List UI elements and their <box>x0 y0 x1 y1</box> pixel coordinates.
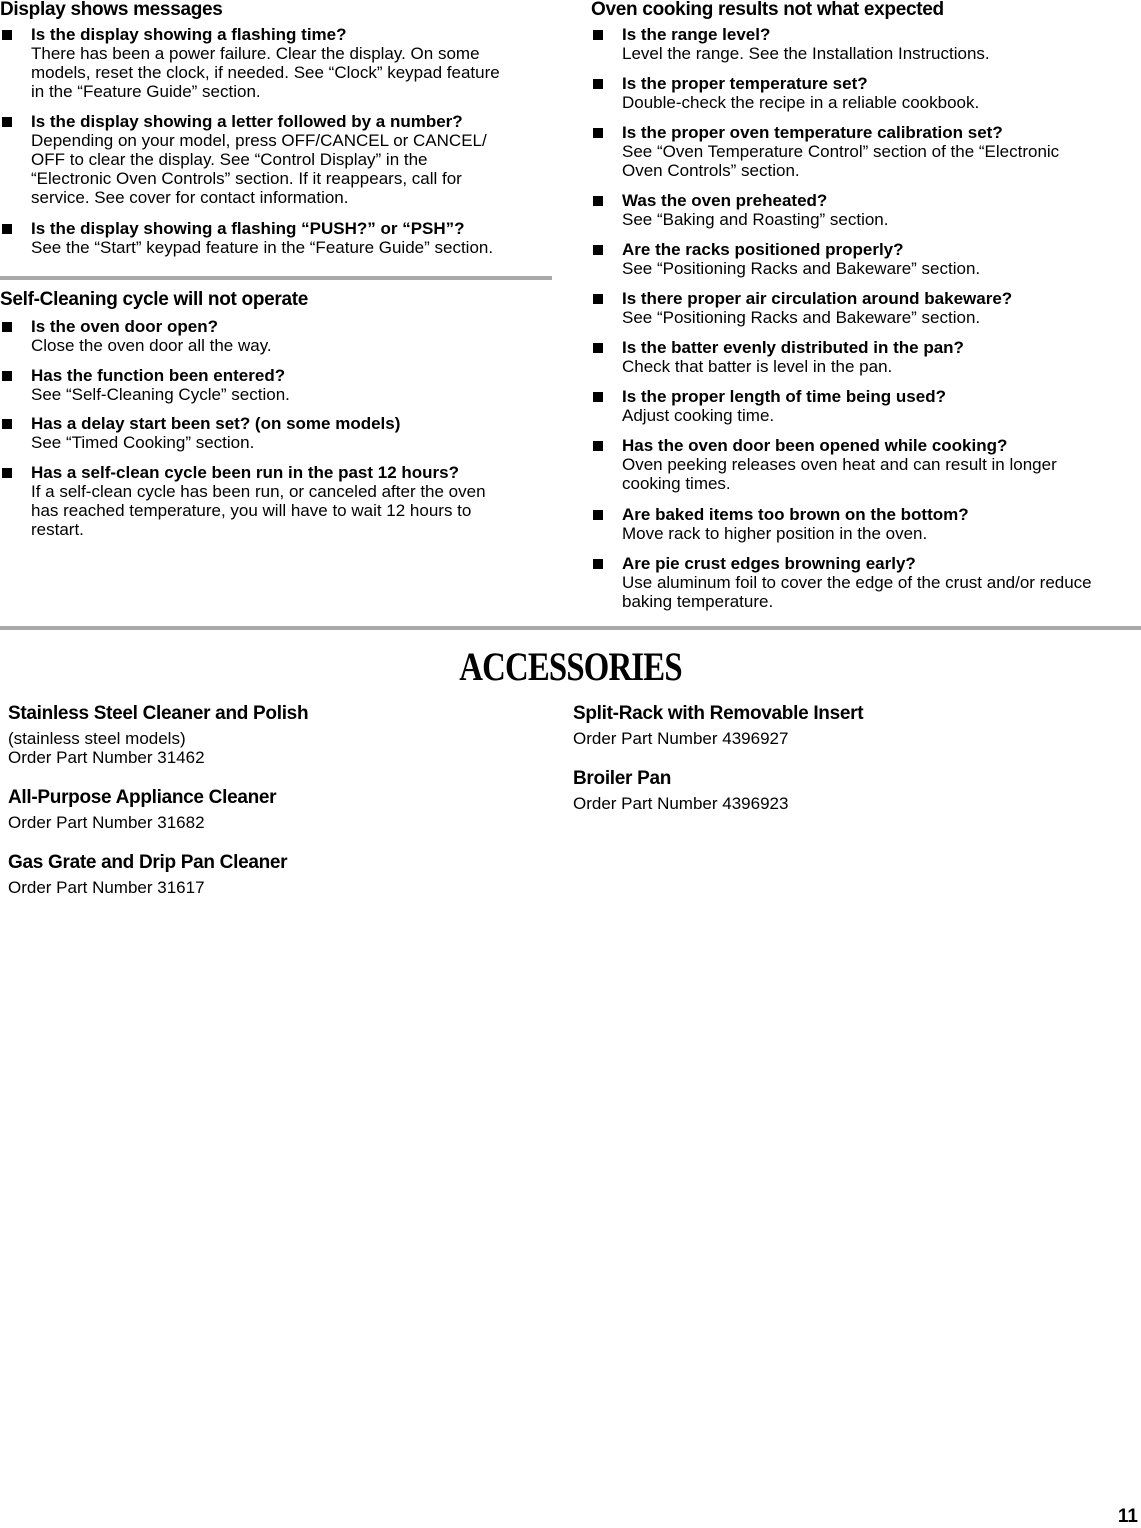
question: Is the oven door open? <box>31 317 219 336</box>
accessories-divider <box>0 626 1141 630</box>
question: Is the proper length of time being used? <box>622 387 946 406</box>
answer-line: Double-check the recipe in a reliable cookbook. <box>622 93 980 112</box>
accessory-name: All-Purpose Appliance Cleaner <box>8 787 277 808</box>
answer-line: Depending on your model, press OFF/CANCEL or CANCEL/ <box>31 131 487 150</box>
accessory-name: Split-Rack with Removable Insert <box>573 703 864 724</box>
accessory-item <box>8 853 548 897</box>
display-items <box>0 25 552 101</box>
accessory-part-number: Order Part Number 31617 <box>8 878 205 897</box>
question: Is the display showing a flashing “PUSH?” or “PSH”? <box>31 219 465 238</box>
square-bullet-icon <box>2 468 12 478</box>
question: Is the proper oven temperature calibration set? <box>622 123 1003 142</box>
answer-line: models, reset the clock, if needed. See “Clock” keypad feature <box>31 63 500 82</box>
accessory-item <box>8 704 548 767</box>
accessory-name: Broiler Pan <box>573 768 672 789</box>
question: Is the range level? <box>622 25 771 44</box>
question: Is the batter evenly distributed in the pan? <box>622 338 964 357</box>
question: Has the oven door been opened while cooking? <box>622 436 1008 455</box>
answer-line: See “Timed Cooking” section. <box>31 433 255 452</box>
question: Are pie crust edges browning early? <box>622 554 916 573</box>
page-number: 11 <box>1117 1506 1138 1527</box>
answer-line: service. See cover for contact information. <box>31 188 349 207</box>
faq-item <box>0 25 552 101</box>
square-bullet-icon <box>593 441 603 451</box>
answer-line: Level the range. See the Installation Instructions. <box>622 44 990 63</box>
question: Is the display showing a flashing time? <box>31 25 347 44</box>
answer-line: Adjust cooking time. <box>622 406 775 425</box>
square-bullet-icon <box>2 371 12 381</box>
question: Has a delay start been set? (on some models) <box>31 414 401 433</box>
answer-line: Move rack to higher position in the oven. <box>622 524 928 543</box>
accessory-name: Stainless Steel Cleaner and Polish <box>8 703 309 724</box>
question: Was the oven preheated? <box>622 191 828 210</box>
faq-item <box>0 219 552 257</box>
section-title-display: Display shows messages <box>0 0 223 20</box>
square-bullet-icon <box>593 294 603 304</box>
faq-item <box>0 317 552 355</box>
square-bullet-icon <box>593 128 603 138</box>
faq-item <box>591 554 1141 611</box>
answer-line: See “Positioning Racks and Bakeware” section. <box>622 259 981 278</box>
faq-item <box>0 414 552 452</box>
answer-line: Oven peeking releases oven heat and can result in longer <box>622 455 1057 474</box>
square-bullet-icon <box>593 196 603 206</box>
accessory-part-number: Order Part Number 4396927 <box>573 729 789 748</box>
question: Is there proper air circulation around bakeware? <box>622 289 1013 308</box>
answer-line: OFF to clear the display. See “Control Display” in the <box>31 150 428 169</box>
faq-item <box>591 387 1141 425</box>
section-title-selfclean: Self-Cleaning cycle will not operate <box>0 289 309 310</box>
answer-line: See “Positioning Racks and Bakeware” section. <box>622 308 981 327</box>
square-bullet-icon <box>593 510 603 520</box>
answer-line: Close the oven door all the way. <box>31 336 272 355</box>
question: Are the racks positioned properly? <box>622 240 904 259</box>
faq-item <box>591 436 1141 493</box>
square-bullet-icon <box>2 322 12 332</box>
section-divider <box>0 276 552 280</box>
accessory-part-number: Order Part Number 31682 <box>8 813 205 832</box>
square-bullet-icon <box>2 419 12 429</box>
accessory-item <box>573 769 1133 813</box>
answer-line: See the “Start” keypad feature in the “Feature Guide” section. <box>31 238 494 257</box>
accessory-detail: (stainless steel models) <box>8 729 186 748</box>
square-bullet-icon <box>2 30 12 40</box>
accessory-item <box>8 788 548 832</box>
answer-line: If a self-clean cycle has been run, or canceled after the oven <box>31 482 486 501</box>
square-bullet-icon <box>2 224 12 234</box>
faq-item <box>0 463 552 539</box>
accessory-name: Gas Grate and Drip Pan Cleaner <box>8 852 288 873</box>
faq-item <box>591 191 1141 229</box>
square-bullet-icon <box>2 117 12 127</box>
answer-line: See “Self-Cleaning Cycle” section. <box>31 385 290 404</box>
faq-item <box>0 112 552 207</box>
accessories-heading: ACCESSORIES <box>459 644 682 689</box>
square-bullet-icon <box>593 30 603 40</box>
answer-line: See “Oven Temperature Control” section of the “Electronic <box>622 142 1060 161</box>
faq-item <box>591 25 1141 63</box>
faq-item <box>591 505 1141 543</box>
square-bullet-icon <box>593 343 603 353</box>
answer-line: Check that batter is level in the pan. <box>622 357 893 376</box>
square-bullet-icon <box>593 559 603 569</box>
answer-line: Oven Controls” section. <box>622 161 800 180</box>
question: Is the proper temperature set? <box>622 74 868 93</box>
answer-line: There has been a power failure. Clear the display. On some <box>31 44 480 63</box>
section-title-oven-results: Oven cooking results not what expected <box>591 0 944 20</box>
answer-line: restart. <box>31 520 84 539</box>
faq-item <box>591 240 1141 278</box>
faq-item <box>591 338 1141 376</box>
answer-line: “Electronic Oven Controls” section. If it reappears, call for <box>31 169 462 188</box>
faq-item <box>591 123 1141 180</box>
accessory-part-number: Order Part Number 4396923 <box>573 794 789 813</box>
faq-item <box>591 74 1141 112</box>
square-bullet-icon <box>593 79 603 89</box>
question: Is the display showing a letter followed by a number? <box>31 112 463 131</box>
question: Has the function been entered? <box>31 366 286 385</box>
square-bullet-icon <box>593 245 603 255</box>
accessory-part-number: Order Part Number 31462 <box>8 748 205 767</box>
question: Has a self-clean cycle been run in the past 12 hours? <box>31 463 459 482</box>
faq-item <box>0 366 552 404</box>
answer-line: has reached temperature, you will have to wait 12 hours to <box>31 501 472 520</box>
accessory-item <box>573 704 1133 748</box>
square-bullet-icon <box>593 392 603 402</box>
answer-line: See “Baking and Roasting” section. <box>622 210 889 229</box>
answer-line: in the “Feature Guide” section. <box>31 82 261 101</box>
answer-line: cooking times. <box>622 474 731 493</box>
faq-item <box>591 289 1141 327</box>
answer-line: baking temperature. <box>622 592 774 611</box>
question: Are baked items too brown on the bottom? <box>622 505 969 524</box>
answer-line: Use aluminum foil to cover the edge of the crust and/or reduce <box>622 573 1092 592</box>
